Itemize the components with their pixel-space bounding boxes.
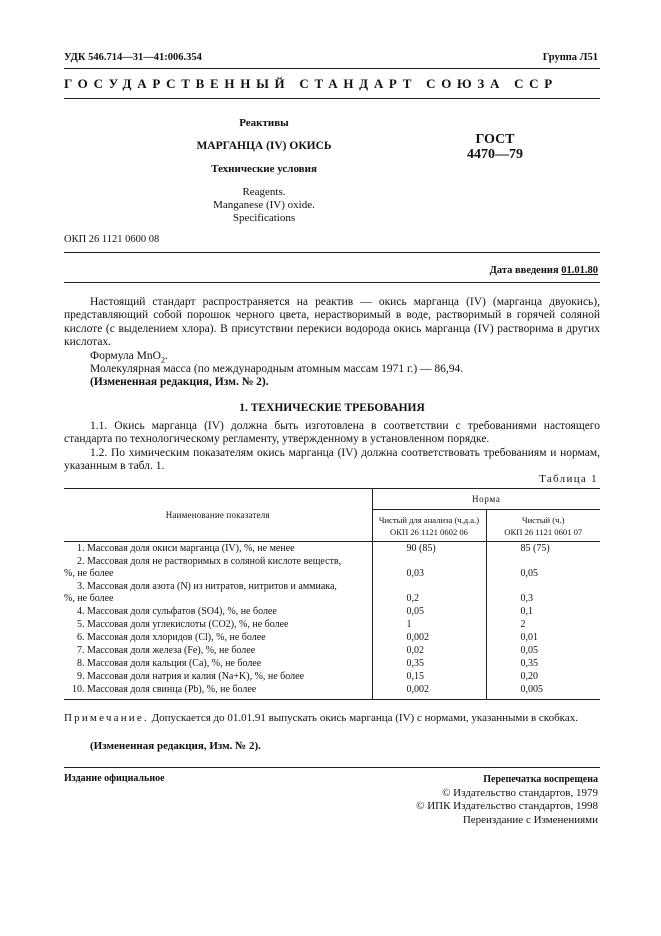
norm-grade-a: 0,03 bbox=[372, 555, 486, 580]
reprint-notice: Перепечатка воспрещена bbox=[483, 774, 598, 785]
okp-code: ОКП 26 1121 0600 08 bbox=[64, 234, 160, 245]
state-standard-heading: ГОСУДАРСТВЕННЫЙ СТАНДАРТ СОЮЗА ССР bbox=[64, 76, 558, 91]
table-row bbox=[64, 644, 600, 657]
footer-right bbox=[416, 773, 598, 827]
norm-grade-b: 0,3 bbox=[486, 580, 600, 605]
indicator-line-1: 7. Массовая доля железа (Fe), %, не более bbox=[77, 645, 256, 656]
norm-grade-b: 2 bbox=[486, 618, 600, 631]
clause-1-2: 1.2. По химическим показателям окись марганца (IV) должна соответствовать требованиям и нормам, указанным в табл. 1. bbox=[64, 447, 600, 473]
copyright-1998: © ИПК Издательство стандартов, 1998 bbox=[416, 800, 598, 812]
indicator-line-1: 3. Массовая доля азота (N) из нитратов, нитритов и аммиака, bbox=[77, 581, 337, 592]
requirements-table bbox=[64, 488, 600, 700]
note-text: Допускается до 01.01.91 выпускать окись марганца (IV) с нормами, указанными в скобках. bbox=[151, 712, 578, 724]
row-indicator bbox=[64, 580, 372, 605]
en-line-3: Specifications bbox=[232, 212, 296, 224]
intro-date-value: 01.01.80 bbox=[561, 265, 598, 276]
udk-code: УДК 546.714—31—41:006.354 bbox=[64, 52, 202, 63]
en-line-1: Reagents. bbox=[242, 186, 286, 198]
norm-grade-b: 85 (75) bbox=[486, 542, 600, 556]
doc-title-english bbox=[64, 186, 464, 225]
formula-line: Формула MnO$_2$. bbox=[90, 350, 168, 365]
note-label: Примечание. bbox=[64, 712, 149, 724]
indicator-line-1: 2. Массовая доля не растворимых в соляной кислоте веществ, bbox=[77, 556, 342, 567]
row-indicator bbox=[64, 683, 372, 700]
reissue-note: Переиздание с Изменениями bbox=[462, 813, 598, 826]
norm-grade-a: 0,002 bbox=[372, 631, 486, 644]
indicator-line-1: 5. Массовая доля углекислоты (CO2), %, не более bbox=[77, 619, 289, 630]
intro-paragraph: Настоящий стандарт распространяется на реактив — окись марганца (IV) (марганца двуокись), представляющий собой порошок черного цвета, нерастворимый в воде, растворимый в горячей соляной кислоте (с выделением хлора). В присутствии перекиси водорода окись марганца (IV) растворима в других кислотах. bbox=[64, 296, 600, 349]
norm-grade-a: 0,002 bbox=[372, 683, 486, 700]
norm-grade-b: 0,20 bbox=[486, 670, 600, 683]
header-name: Наименование показателя bbox=[64, 489, 372, 542]
norm-grade-a: 0,2 bbox=[372, 580, 486, 605]
header-grade-a bbox=[372, 510, 486, 542]
intro-date-label: Дата введения bbox=[489, 265, 559, 276]
indicator-line-1: 1. Массовая доля окиси марганца (IV), %, не менее bbox=[77, 543, 295, 554]
indicator-line-1: 8. Массовая доля кальция (Ca), %, не более bbox=[77, 658, 262, 669]
formula-subscript: 2 bbox=[160, 355, 165, 365]
gost-designation bbox=[455, 132, 535, 162]
gost-label: ГОСТ bbox=[475, 132, 515, 147]
footer-rule bbox=[64, 767, 600, 768]
okp-rule bbox=[64, 252, 600, 253]
table-row bbox=[64, 670, 600, 683]
clause-1-1: 1.1. Окись марганца (IV) должна быть изготовлена в соответствии с требованиями настоящего стандарта по технологическому регламенту, утвержденному в установленном порядке. bbox=[64, 420, 600, 446]
norm-grade-b: 0,35 bbox=[486, 657, 600, 670]
row-indicator bbox=[64, 644, 372, 657]
norm-grade-a: 0,02 bbox=[372, 644, 486, 657]
indicator-line-2: %, не более bbox=[64, 568, 114, 579]
indicator-line-1: 9. Массовая доля натрия и калия (Na+K), %, не более bbox=[77, 671, 305, 682]
formula-label: Формула MnO bbox=[90, 350, 161, 362]
table-row bbox=[64, 555, 600, 580]
norm-grade-b: 0,1 bbox=[486, 605, 600, 618]
doc-subtitle: Технические условия bbox=[211, 163, 317, 175]
table-row bbox=[64, 605, 600, 618]
norm-grade-b: 0,005 bbox=[486, 683, 600, 700]
en-line-2: Manganese (IV) oxide. bbox=[213, 199, 315, 211]
table-row bbox=[64, 683, 600, 700]
norm-grade-b: 0,01 bbox=[486, 631, 600, 644]
gost-number: 4470—79 bbox=[467, 147, 523, 162]
row-indicator bbox=[64, 618, 372, 631]
top-rule bbox=[64, 68, 600, 69]
grade-a-okp: ОКП 26 1121 0602 06 bbox=[390, 527, 468, 537]
norm-grade-a: 1 bbox=[372, 618, 486, 631]
row-indicator bbox=[64, 631, 372, 644]
section-1-title: 1. ТЕХНИЧЕСКИЕ ТРЕБОВАНИЯ bbox=[239, 402, 425, 414]
row-indicator bbox=[64, 542, 372, 556]
norm-grade-a: 0,05 bbox=[372, 605, 486, 618]
molecular-mass: Молекулярная масса (по международным атомным массам 1971 г.) — 86,94. bbox=[90, 363, 464, 375]
norm-grade-a: 90 (85) bbox=[372, 542, 486, 556]
row-indicator bbox=[64, 657, 372, 670]
table-row bbox=[64, 631, 600, 644]
indicator-line-1: 4. Массовая доля сульфатов (SO4), %, не более bbox=[77, 606, 277, 617]
norm-grade-b: 0,05 bbox=[486, 555, 600, 580]
amendment-note-1: (Измененная редакция, Изм. № 2). bbox=[90, 376, 269, 388]
copyright-1979: © Издательство стандартов, 1979 bbox=[442, 786, 598, 799]
norm-grade-b: 0,05 bbox=[486, 644, 600, 657]
group-code: Группа Л51 bbox=[542, 52, 598, 63]
grade-b-name: Чистый (ч.) bbox=[522, 515, 565, 525]
indicator-line-2: %, не более bbox=[64, 593, 114, 604]
header-norm: Норма bbox=[372, 489, 600, 510]
row-indicator bbox=[64, 605, 372, 618]
row-indicator bbox=[64, 670, 372, 683]
table-row bbox=[64, 618, 600, 631]
intro-date bbox=[490, 265, 598, 276]
amendment-note-2: (Измененная редакция, Изм. № 2). bbox=[90, 740, 261, 752]
table-row bbox=[64, 580, 600, 605]
grade-a-name: Чистый для анализа (ч.д.а.) bbox=[378, 515, 480, 525]
date-rule bbox=[64, 282, 600, 283]
table-note bbox=[64, 712, 600, 725]
indicator-line-1: 6. Массовая доля хлоридов (Cl), %, не более bbox=[77, 632, 266, 643]
indicator-line-1: 10. Массовая доля свинца (Pb), %, не более bbox=[72, 684, 257, 695]
header-grade-b bbox=[486, 510, 600, 542]
norm-grade-a: 0,15 bbox=[372, 670, 486, 683]
grade-b-okp: ОКП 26 1121 0601 07 bbox=[504, 527, 583, 537]
row-indicator bbox=[64, 555, 372, 580]
table-row bbox=[64, 657, 600, 670]
table-row bbox=[64, 542, 600, 556]
norm-grade-a: 0,35 bbox=[372, 657, 486, 670]
table-label: Таблица 1 bbox=[539, 473, 598, 485]
top-rule-2 bbox=[64, 98, 600, 99]
doc-title: МАРГАНЦА (IV) ОКИСЬ bbox=[196, 140, 332, 152]
doc-category: Реактивы bbox=[239, 117, 289, 129]
table-header-top bbox=[64, 489, 600, 510]
official-edition: Издание официальное bbox=[64, 773, 165, 784]
